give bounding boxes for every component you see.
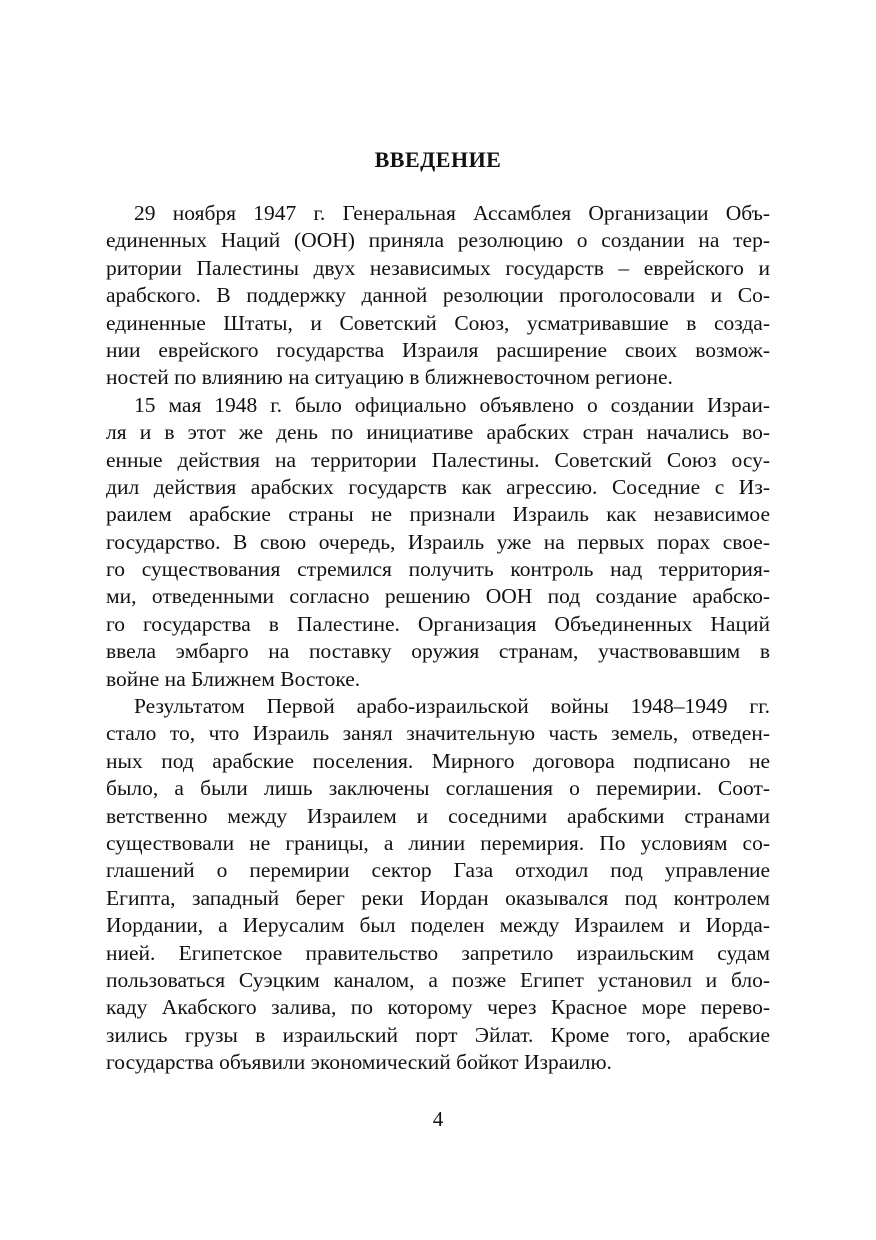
text-line: каду Акабского залива, по которому через Красное море перево-: [106, 995, 770, 1020]
text-line: существовали не границы, а линии перемирия. По условиям со-: [106, 830, 770, 855]
text-line: ветственно между Израилем и соседними арабскими странами: [106, 803, 770, 828]
text-line: государства объявили экономический бойкот Израилю.: [106, 1050, 612, 1075]
text-line: стало то, что Израиль занял значительную часть земель, отведен-: [106, 721, 770, 746]
text-line: ностей по влиянию на ситуацию в ближневосточном регионе.: [106, 365, 673, 390]
text-line: ных под арабские поселения. Мирного договора подписано не: [106, 748, 770, 773]
paragraph-1: [106, 200, 770, 392]
text-line: го существования стремился получить контроль над территория-: [106, 557, 770, 582]
page-title: ВВЕДЕНИЕ: [374, 147, 502, 172]
paragraph-3: [106, 693, 770, 1076]
text-line: ритории Палестины двух независимых государств – еврейского и: [106, 255, 770, 280]
text-line: Египта, западный берег реки Иордан оказывался под контролем: [106, 885, 770, 910]
paragraph-2: [106, 392, 770, 693]
text-line: единенных Наций (ООН) приняла резолюцию о создании на тер-: [106, 228, 770, 253]
text-line: ми, отведенными согласно решению ООН под создание арабско-: [106, 584, 770, 609]
text-line: раилем арабские страны не признали Израиль как независимое: [106, 502, 770, 527]
text-line: го государства в Палестине. Организация Объединенных Наций: [106, 611, 770, 636]
text-line: дил действия арабских государств как агрессию. Соседние с Из-: [106, 474, 770, 499]
text-line: единенные Штаты, и Советский Союз, усматривавшие в созда-: [106, 310, 770, 335]
text-line: войне на Ближнем Востоке.: [106, 666, 361, 691]
text-line: нии еврейского государства Израиля расширение своих возмож-: [106, 337, 770, 362]
text-line: нией. Египетское правительство запретило израильским судам: [106, 940, 770, 965]
text-line: 29 ноября 1947 г. Генеральная Ассамблея Организации Объ-: [134, 201, 770, 225]
text-line: ввела эмбарго на поставку оружия странам, участвовавшим в: [106, 639, 770, 664]
page-number: 4: [432, 1107, 444, 1131]
text-line: зились грузы в израильский порт Эйлат. Кроме того, арабские: [106, 1022, 770, 1047]
text-line: государство. В свою очередь, Израиль уже на первых порах свое-: [106, 529, 770, 554]
text-line: ля и в этот же день по инициативе арабских стран начались во-: [106, 420, 770, 445]
text-line: глашений о перемирии сектор Газа отходил под управление: [106, 858, 770, 883]
body-text: [106, 200, 770, 1077]
text-line: 15 мая 1948 г. было официально объявлено о создании Израи-: [134, 392, 770, 417]
text-line: арабского. В поддержку данной резолюции проголосовали и Со-: [106, 283, 770, 308]
text-line: Результатом Первой арабо-израильской войны 1948–1949 гг.: [134, 694, 770, 719]
text-line: енные действия на территории Палестины. Советский Союз осу-: [106, 447, 770, 472]
text-line: было, а были лишь заключены соглашения о перемирии. Соот-: [106, 776, 770, 801]
text-line: Иордании, а Иерусалим был поделен между Израилем и Иорда-: [106, 913, 770, 938]
text-line: пользоваться Суэцким каналом, а позже Египет установил и бло-: [106, 967, 770, 992]
